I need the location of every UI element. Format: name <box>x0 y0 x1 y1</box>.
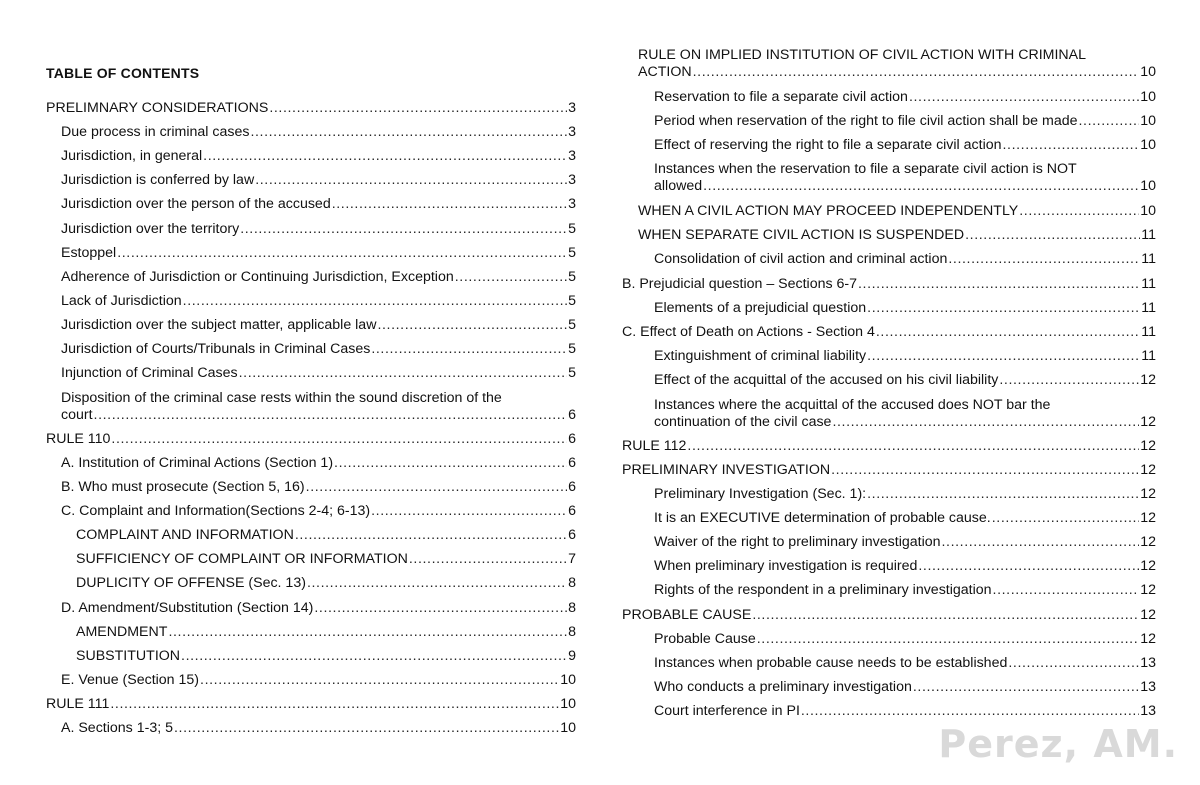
left-toc-entry[interactable] <box>61 672 576 689</box>
toc-entry-title: Court interference in PI <box>654 703 800 719</box>
toc-entry-page-number: 11 <box>1141 300 1156 316</box>
toc-entry-title: RULE 110 <box>46 431 111 447</box>
dot-leader <box>918 558 1139 575</box>
toc-entry-page-number: 12 <box>1140 607 1156 623</box>
toc-entry-title: Effect of reserving the right to file a separate civil action <box>654 137 1002 153</box>
toc-entry-page-number: 7 <box>568 551 576 567</box>
right-toc-entry[interactable] <box>654 251 1156 268</box>
left-toc-entry[interactable] <box>61 124 576 141</box>
toc-entry-page-number: 3 <box>568 100 576 116</box>
dot-leader <box>832 414 1139 431</box>
toc-entry-page-number: 8 <box>568 600 576 616</box>
left-toc-entry[interactable] <box>76 551 576 568</box>
dot-leader <box>250 124 567 141</box>
left-toc-entry[interactable] <box>61 365 576 382</box>
toc-entry-title: Extinguishment of criminal liability <box>654 348 867 364</box>
toc-title: TABLE OF CONTENTS <box>46 65 200 81</box>
dot-leader <box>94 407 568 424</box>
toc-entry-page-number: 5 <box>568 341 576 357</box>
watermark: Perez, AM. <box>938 722 1178 766</box>
toc-entry-title: COMPLAINT AND INFORMATION <box>76 527 294 543</box>
toc-entry-page-number: 5 <box>568 317 576 333</box>
dot-leader <box>168 624 567 641</box>
toc-entry-title: Disposition of the criminal case rests within the sound discretion of the <box>61 390 502 406</box>
toc-entry-title: Due process in criminal cases <box>61 124 250 140</box>
toc-entry-page-number: 11 <box>1141 251 1156 267</box>
toc-entry-page-number: 3 <box>568 172 576 188</box>
toc-entry-page-number: 3 <box>568 148 576 164</box>
toc-entry-title: RULE 112 <box>622 438 687 454</box>
toc-entry-title: It is an EXECUTIVE determination of probable cause. <box>654 510 991 526</box>
toc-entry-page-number: 5 <box>568 245 576 261</box>
toc-entry-title: Waiver of the right to preliminary investigation <box>654 534 941 550</box>
right-toc-entry[interactable] <box>654 89 1156 106</box>
toc-entry-page-number: 9 <box>568 648 576 664</box>
toc-entry-page-number: 6 <box>568 407 576 423</box>
dot-leader <box>965 227 1140 244</box>
toc-entry-title: Who conducts a preliminary investigation <box>654 679 912 695</box>
toc-entry-page-number: 10 <box>1140 64 1156 80</box>
toc-entry-page-number: 10 <box>1140 178 1156 194</box>
dot-leader <box>371 503 567 520</box>
toc-entry-title: Jurisdiction of Courts/Tribunals in Criminal Cases <box>61 341 371 357</box>
dot-leader <box>999 372 1139 389</box>
left-toc-entry[interactable] <box>61 269 576 286</box>
right-toc-entry[interactable] <box>654 137 1156 154</box>
right-toc-entry[interactable] <box>622 324 1156 341</box>
dot-leader <box>240 221 567 238</box>
toc-entry-page-number: 10 <box>1140 203 1156 219</box>
left-toc-entry[interactable] <box>76 575 576 592</box>
right-toc-entry[interactable] <box>654 397 1156 431</box>
dot-leader <box>269 100 567 117</box>
dot-leader <box>948 251 1140 268</box>
dot-leader <box>111 431 567 448</box>
left-toc-entry[interactable] <box>46 696 576 713</box>
right-toc-entry[interactable] <box>654 703 1156 720</box>
dot-leader <box>867 348 1140 365</box>
toc-entry-title: B. Who must prosecute (Section 5, 16) <box>61 479 305 495</box>
toc-entry-page-number: 13 <box>1140 703 1156 719</box>
dot-leader <box>703 178 1139 195</box>
toc-entry-title: Lack of Jurisdiction <box>61 293 182 309</box>
right-toc-entry[interactable] <box>654 161 1156 195</box>
right-toc-entry[interactable] <box>654 486 1156 503</box>
dot-leader <box>455 269 567 286</box>
toc-entry-title: Rights of the respondent in a preliminary investigation <box>654 582 992 598</box>
toc-entry-title: SUFFICIENCY OF COMPLAINT OR INFORMATION <box>76 551 408 567</box>
right-toc-entry[interactable] <box>654 582 1156 599</box>
toc-entry-page-number: 12 <box>1140 462 1156 478</box>
left-toc-entry[interactable] <box>61 503 576 520</box>
toc-entry-title: PROBABLE CAUSE <box>622 607 752 623</box>
toc-entry-title: SUBSTITUTION <box>76 648 181 664</box>
toc-entry-page-number: 13 <box>1140 679 1156 695</box>
dot-leader <box>831 462 1139 479</box>
toc-entry-title: Elements of a prejudicial question <box>654 300 867 316</box>
right-toc-entry[interactable] <box>654 655 1156 672</box>
left-toc-entry[interactable] <box>61 600 576 617</box>
toc-entry-page-number: 6 <box>568 527 576 543</box>
dot-leader <box>942 534 1140 551</box>
dot-leader <box>239 365 567 382</box>
toc-entry-title: Period when reservation of the right to file civil action shall be made <box>654 113 1078 129</box>
toc-entry-page-number: 12 <box>1140 534 1156 550</box>
dot-leader <box>203 148 567 165</box>
right-toc-entry[interactable] <box>654 113 1156 130</box>
toc-entry-title: WHEN A CIVIL ACTION MAY PROCEED INDEPENDENTLY <box>638 203 1019 219</box>
left-toc-entry[interactable] <box>61 148 576 165</box>
toc-entry-title: DUPLICITY OF OFFENSE (Sec. 13) <box>76 575 306 591</box>
toc-entry-title: WHEN SEPARATE CIVIL ACTION IS SUSPENDED <box>638 227 965 243</box>
dot-leader <box>183 293 567 310</box>
toc-entry-title: When preliminary investigation is required <box>654 558 918 574</box>
dot-leader <box>687 438 1139 455</box>
toc-entry-title: D. Amendment/Substitution (Section 14) <box>61 600 314 616</box>
toc-entry-page-number: 10 <box>560 696 576 712</box>
toc-entry-title: Adherence of Jurisdiction or Continuing Jurisdiction, Exception <box>61 269 454 285</box>
toc-entry-page-number: 12 <box>1140 582 1156 598</box>
toc-entry-page-number: 5 <box>568 269 576 285</box>
dot-leader <box>752 607 1139 624</box>
toc-entry-title: RULE 111 <box>46 696 110 712</box>
toc-entry-page-number: 12 <box>1140 438 1156 454</box>
left-toc-entry[interactable] <box>46 100 576 117</box>
toc-entry-page-number: 5 <box>568 293 576 309</box>
right-toc-entry[interactable] <box>622 276 1156 293</box>
toc-entry-title: Preliminary Investigation (Sec. 1): <box>654 486 867 502</box>
right-toc-entry[interactable] <box>622 462 1156 479</box>
right-toc-entry[interactable] <box>654 372 1156 389</box>
toc-entry-page-number: 12 <box>1140 414 1156 430</box>
left-toc-entry[interactable] <box>61 245 576 262</box>
right-toc-entry[interactable] <box>654 300 1156 317</box>
toc-entry-title: Jurisdiction is conferred by law <box>61 172 255 188</box>
dot-leader <box>1019 203 1139 220</box>
left-toc-entry[interactable] <box>61 317 576 334</box>
toc-entry-page-number: 12 <box>1140 372 1156 388</box>
dot-leader <box>307 575 567 592</box>
dot-leader <box>993 582 1140 599</box>
toc-entry-title: C. Complaint and Information(Sections 2-4; 6-13) <box>61 503 371 519</box>
right-toc-entry[interactable] <box>638 227 1156 244</box>
toc-entry-title: Effect of the acquittal of the accused on his civil liability <box>654 372 999 388</box>
toc-entry-page-number: 11 <box>1141 227 1156 243</box>
toc-entry-title: Jurisdiction over the territory <box>61 221 240 237</box>
dot-leader <box>409 551 567 568</box>
left-toc-entry[interactable] <box>61 455 576 472</box>
dot-leader <box>110 696 559 713</box>
toc-entry-page-number: 6 <box>568 431 576 447</box>
toc-entry-page-number: 10 <box>560 720 576 736</box>
toc-entry-page-number: 12 <box>1140 631 1156 647</box>
dot-leader <box>295 527 567 544</box>
right-toc-entry[interactable] <box>654 631 1156 648</box>
dot-leader <box>757 631 1139 648</box>
toc-entry-page-number: 10 <box>1140 113 1156 129</box>
right-toc-entry[interactable] <box>654 558 1156 575</box>
left-toc-entry[interactable] <box>61 293 576 310</box>
toc-entry-title: Instances where the acquittal of the accused does NOT bar the <box>654 397 1051 413</box>
dot-leader <box>255 172 567 189</box>
right-toc-entry[interactable] <box>622 438 1156 455</box>
dot-leader <box>377 317 567 334</box>
toc-entry-page-number: 6 <box>568 503 576 519</box>
left-toc-entry[interactable] <box>76 648 576 665</box>
toc-entry-title: Jurisdiction over the person of the accused <box>61 196 331 212</box>
toc-entry-title: Injunction of Criminal Cases <box>61 365 238 381</box>
toc-entry-title-continued: continuation of the civil case <box>654 414 832 430</box>
toc-entry-page-number: 3 <box>568 124 576 140</box>
toc-entry-page-number: 11 <box>1141 324 1156 340</box>
toc-entry-title: Consolidation of civil action and criminal action <box>654 251 948 267</box>
toc-entry-page-number: 11 <box>1141 276 1156 292</box>
toc-entry-title-continued: court <box>61 407 93 423</box>
right-toc-entry[interactable] <box>622 607 1156 624</box>
toc-entry-title: Estoppel <box>61 245 117 261</box>
dot-leader <box>909 89 1139 106</box>
dot-leader <box>867 486 1139 503</box>
left-toc-entry[interactable] <box>61 341 576 358</box>
toc-entry-title: A. Institution of Criminal Actions (Section 1) <box>61 455 334 471</box>
toc-entry-page-number: 10 <box>560 672 576 688</box>
dot-leader <box>314 600 567 617</box>
right-toc-entry[interactable] <box>638 47 1156 81</box>
dot-leader <box>181 648 567 665</box>
right-toc-entry[interactable] <box>654 679 1156 696</box>
toc-entry-title: PRELIMNARY CONSIDERATIONS <box>46 100 269 116</box>
right-toc-entry[interactable] <box>654 534 1156 551</box>
dot-leader <box>332 196 567 213</box>
toc-entry-title: Reservation to file a separate civil action <box>654 89 908 105</box>
dot-leader <box>867 300 1140 317</box>
dot-leader <box>306 479 567 496</box>
dot-leader <box>913 679 1139 696</box>
toc-entry-title: Probable Cause <box>654 631 756 647</box>
toc-entry-page-number: 8 <box>568 624 576 640</box>
dot-leader <box>1079 113 1140 130</box>
dot-leader <box>117 245 567 262</box>
right-toc-entry[interactable] <box>654 510 1156 527</box>
dot-leader <box>174 720 559 737</box>
left-toc-entry[interactable] <box>46 431 576 448</box>
toc-entry-page-number: 12 <box>1140 510 1156 526</box>
toc-entry-title: Instances when the reservation to file a separate civil action is NOT <box>654 161 1077 177</box>
right-toc-entry[interactable] <box>654 348 1156 365</box>
toc-entry-title: Instances when probable cause needs to be established <box>654 655 1008 671</box>
toc-entry-title: C. Effect of Death on Actions - Section 4 <box>622 324 875 340</box>
toc-entry-title: AMENDMENT <box>76 624 168 640</box>
toc-entry-page-number: 10 <box>1140 89 1156 105</box>
toc-entry-page-number: 11 <box>1141 348 1156 364</box>
dot-leader <box>200 672 559 689</box>
toc-entry-title: E. Venue (Section 15) <box>61 672 200 688</box>
dot-leader <box>334 455 567 472</box>
left-toc-entry[interactable] <box>76 624 576 641</box>
left-toc-entry[interactable] <box>61 221 576 238</box>
dot-leader <box>1003 137 1140 154</box>
toc-entry-page-number: 3 <box>568 196 576 212</box>
left-toc-entry[interactable] <box>61 720 576 737</box>
right-toc-entry[interactable] <box>638 203 1156 220</box>
toc-entry-title: B. Prejudicial question – Sections 6-7 <box>622 276 858 292</box>
toc-entry-page-number: 5 <box>568 221 576 237</box>
toc-entry-title: PRELIMINARY INVESTIGATION <box>622 462 831 478</box>
dot-leader <box>371 341 567 358</box>
toc-entry-page-number: 6 <box>568 455 576 471</box>
toc-entry-page-number: 6 <box>568 479 576 495</box>
left-toc-entry[interactable] <box>61 479 576 496</box>
left-toc-entry[interactable] <box>76 527 576 544</box>
toc-entry-page-number: 12 <box>1140 486 1156 502</box>
toc-entry-page-number: 12 <box>1140 558 1156 574</box>
dot-leader <box>1008 655 1139 672</box>
toc-entry-title: Jurisdiction over the subject matter, applicable law <box>61 317 377 333</box>
left-toc-entry[interactable] <box>61 172 576 189</box>
dot-leader <box>801 703 1139 720</box>
toc-entry-page-number: 8 <box>568 575 576 591</box>
toc-entry-title: Jurisdiction, in general <box>61 148 203 164</box>
toc-entry-page-number: 5 <box>568 365 576 381</box>
dot-leader <box>876 324 1140 341</box>
toc-entry-title-continued: ACTION <box>638 64 692 80</box>
left-toc-entry[interactable] <box>61 390 576 424</box>
toc-entry-title-continued: allowed <box>654 178 703 194</box>
dot-leader <box>858 276 1140 293</box>
dot-leader <box>992 510 1139 527</box>
toc-entry-title: A. Sections 1-3; 5 <box>61 720 173 736</box>
dot-leader <box>693 64 1140 81</box>
left-toc-entry[interactable] <box>61 196 576 213</box>
toc-entry-page-number: 13 <box>1140 655 1156 671</box>
toc-entry-page-number: 10 <box>1140 137 1156 153</box>
toc-entry-title: RULE ON IMPLIED INSTITUTION OF CIVIL ACTION WITH CRIMINAL <box>638 47 1086 63</box>
